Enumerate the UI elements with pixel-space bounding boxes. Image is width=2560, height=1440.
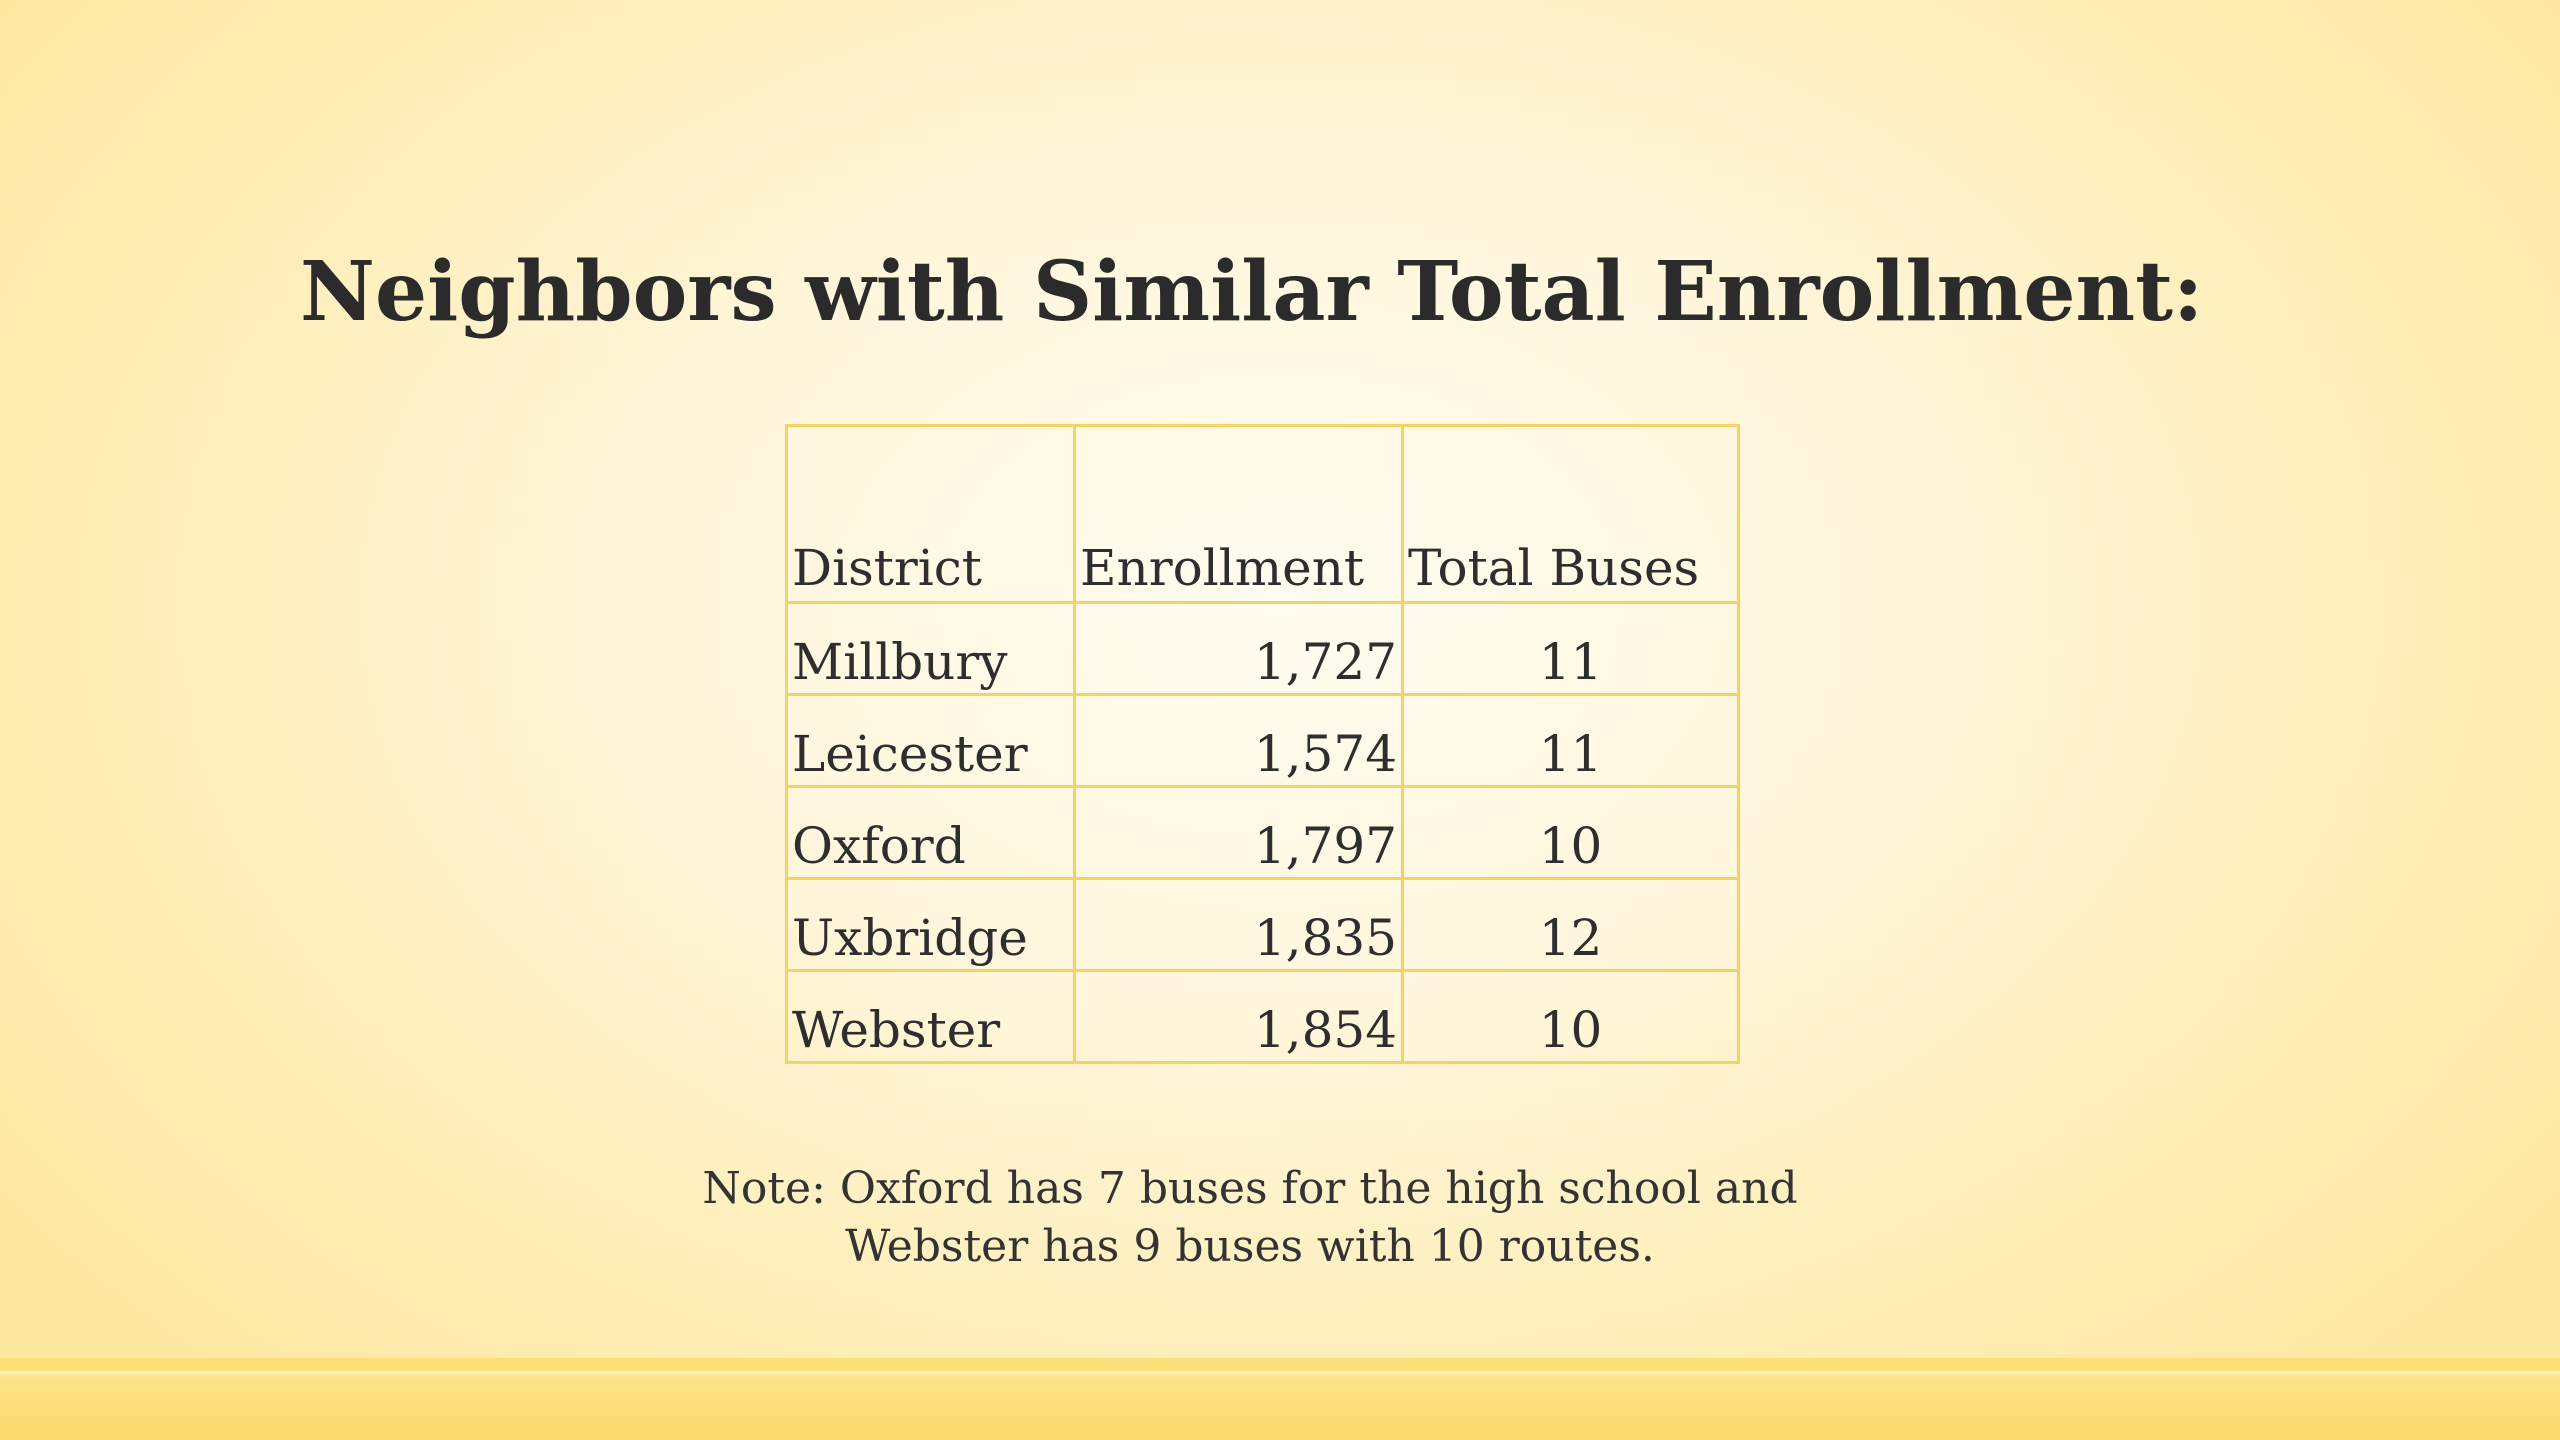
cell-total-buses: 10 [1403, 787, 1739, 879]
cell-total-buses: 11 [1403, 695, 1739, 787]
header-district: District [787, 426, 1075, 603]
cell-total-buses: 10 [1403, 971, 1739, 1063]
cell-enrollment: 1,727 [1075, 603, 1403, 695]
cell-total-buses: 11 [1403, 603, 1739, 695]
header-enrollment: Enrollment [1075, 426, 1403, 603]
table-header-row [787, 426, 1739, 603]
table-row [787, 787, 1739, 879]
table-row [787, 695, 1739, 787]
cell-district: Uxbridge [787, 879, 1075, 971]
enrollment-table [785, 424, 1740, 1064]
table-row [787, 971, 1739, 1063]
cell-enrollment: 1,574 [1075, 695, 1403, 787]
cell-district: Millbury [787, 603, 1075, 695]
footer-band [0, 1358, 2560, 1440]
cell-district: Leicester [787, 695, 1075, 787]
table-row [787, 603, 1739, 695]
footnote-line-2: Webster has 9 buses with 10 routes. [845, 1221, 1655, 1272]
footnote-line-1: Note: Oxford has 7 buses for the high school and [702, 1163, 1798, 1214]
cell-enrollment: 1,835 [1075, 879, 1403, 971]
cell-total-buses: 12 [1403, 879, 1739, 971]
cell-enrollment: 1,797 [1075, 787, 1403, 879]
table-row [787, 879, 1739, 971]
cell-district: Oxford [787, 787, 1075, 879]
cell-district: Webster [787, 971, 1075, 1063]
header-total-buses: Total Buses [1403, 426, 1739, 603]
slide-title: Neighbors with Similar Total Enrollment: [300, 244, 2204, 340]
footnote [600, 1160, 1900, 1276]
cell-enrollment: 1,854 [1075, 971, 1403, 1063]
